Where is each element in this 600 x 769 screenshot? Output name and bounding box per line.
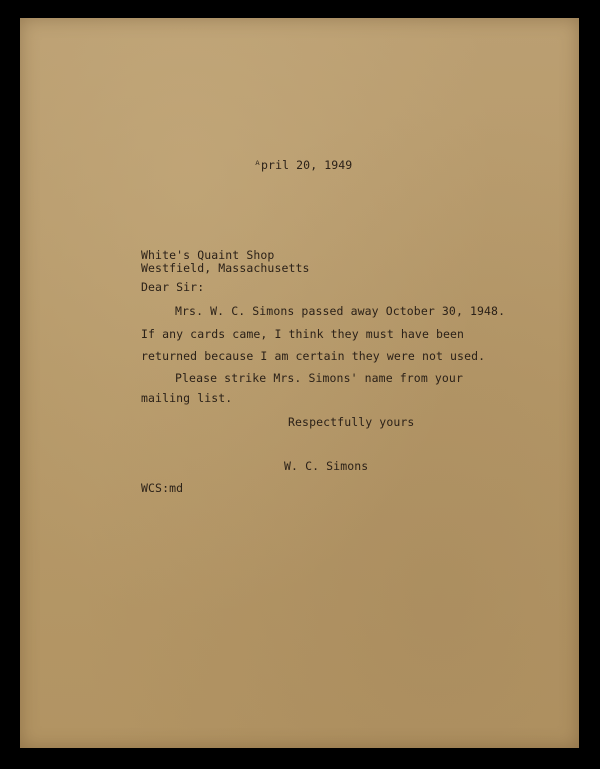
body-line: returned because I am certain they were not used. xyxy=(141,349,486,363)
recipient-name: White's Quaint Shop xyxy=(141,248,275,262)
typist-initials: WCS:md xyxy=(141,481,184,495)
salutation: Dear Sir: xyxy=(141,280,205,294)
body-line: Mrs. W. C. Simons passed away October 30, 1948. xyxy=(175,304,506,318)
body-line: mailing list. xyxy=(141,391,233,405)
letter-page xyxy=(20,18,579,748)
letter-date: ᴬpril 20, 1949 xyxy=(254,158,353,172)
body-line: If any cards came, I think they must have been xyxy=(141,327,465,341)
closing: Respectfully yours xyxy=(288,415,415,429)
signature: W. C. Simons xyxy=(284,459,369,473)
body-line: Please strike Mrs. Simons' name from your xyxy=(175,371,463,385)
recipient-location: Westfield, Massachusetts xyxy=(141,261,310,275)
